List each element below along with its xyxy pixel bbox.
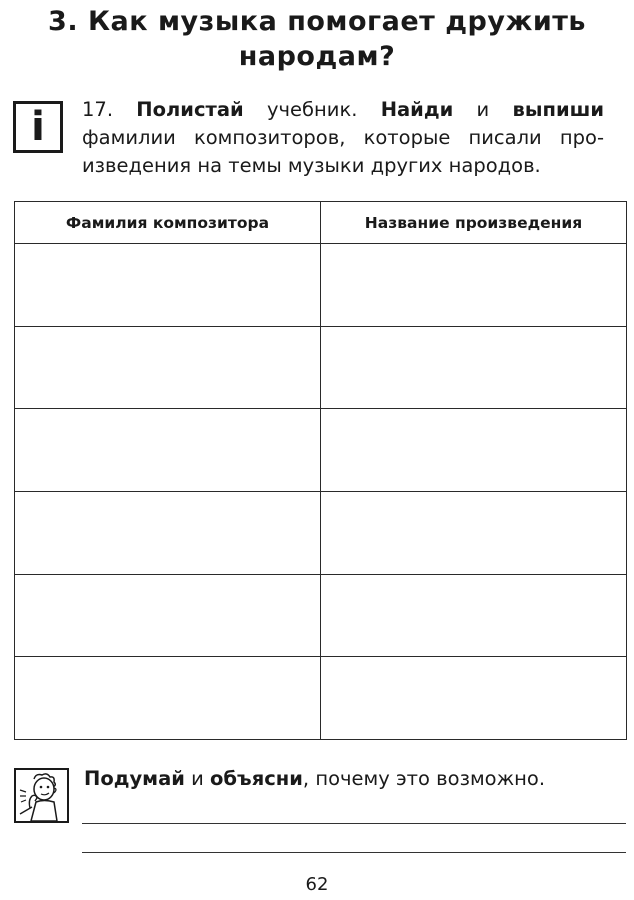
cell-work[interactable] <box>321 491 627 574</box>
cell-work[interactable] <box>321 326 627 409</box>
think-verb-explain: объясни <box>210 767 303 790</box>
task-number: 17. <box>82 98 114 121</box>
cell-work[interactable] <box>321 244 627 327</box>
thinking-boy-icon <box>14 768 69 823</box>
task-17 <box>82 96 604 180</box>
cell-work[interactable] <box>321 409 627 492</box>
cell-work[interactable] <box>321 657 627 740</box>
task-verb-find: Найди <box>380 98 454 121</box>
table-row <box>15 574 627 657</box>
task-text-2: фамилии композиторов, которые писали про-изведения на темы музыки других народов. <box>82 126 604 177</box>
header-work-title: Название произведения <box>321 202 627 244</box>
answer-line-1[interactable] <box>82 823 626 824</box>
cell-composer[interactable] <box>15 491 321 574</box>
table-row <box>15 244 627 327</box>
cell-work[interactable] <box>321 574 627 657</box>
info-letter: i <box>31 104 45 150</box>
thinking-boy-drawing <box>16 770 67 821</box>
table-row <box>15 409 627 492</box>
table-header-row <box>15 202 627 244</box>
cell-composer[interactable] <box>15 574 321 657</box>
cell-composer[interactable] <box>15 244 321 327</box>
answer-line-2[interactable] <box>82 852 626 853</box>
table-row <box>15 657 627 740</box>
think-conj: и <box>191 767 204 790</box>
cell-composer[interactable] <box>15 657 321 740</box>
table-row <box>15 326 627 409</box>
page-number: 62 <box>305 874 329 895</box>
table-row <box>15 491 627 574</box>
page-title <box>0 4 634 74</box>
think-prompt <box>84 764 624 794</box>
task-conj: и <box>476 98 490 121</box>
think-text: , почему это возможно. <box>302 767 546 790</box>
cell-composer[interactable] <box>15 409 321 492</box>
task-verb-browse: Полистай <box>136 98 244 121</box>
task-verb-write: выпиши <box>512 98 604 121</box>
title-line-1: 3. Как музыка помогает дружить <box>48 6 586 37</box>
cell-composer[interactable] <box>15 326 321 409</box>
task-text-1: учебник. <box>266 98 358 121</box>
think-verb-think: Подумай <box>84 767 185 790</box>
info-icon <box>13 101 63 153</box>
title-line-2: народам? <box>238 41 396 72</box>
header-composer-surname: Фамилия композитора <box>15 202 321 244</box>
composers-table <box>14 201 627 740</box>
